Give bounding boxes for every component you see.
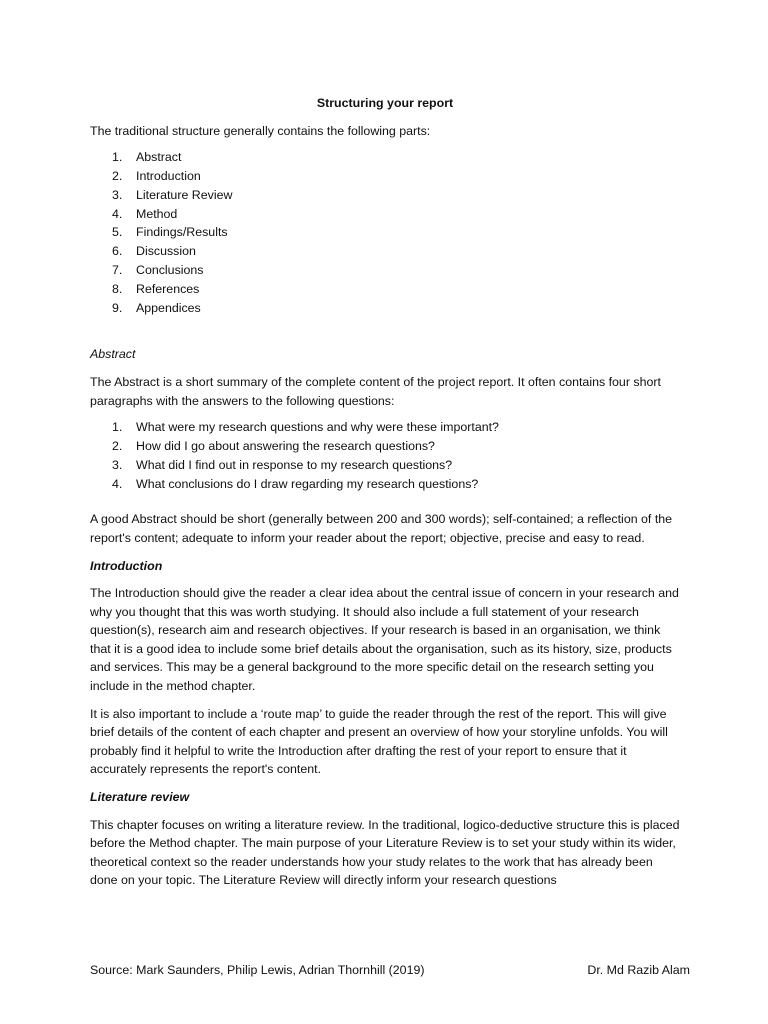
list-item-text: Discussion (136, 244, 196, 259)
list-item-number: 8. (112, 281, 123, 296)
list-item (90, 186, 680, 205)
list-item (90, 418, 680, 437)
list-item-text: Findings/Results (136, 225, 228, 240)
intro-text: The traditional structure generally contains the following parts: (90, 123, 431, 138)
list-item (90, 456, 680, 475)
list-item-number: 5. (112, 225, 123, 240)
page-title: Structuring your report (316, 96, 454, 110)
list-item (90, 475, 680, 494)
abstract-paragraph-2: A good Abstract should be short (generally between 200 and 300 words); self-contained; a reflection of the report's content; adequate to inform your reader about the report; objective, precise and easy to read. (90, 512, 673, 545)
page-footer (90, 961, 690, 980)
list-item (90, 205, 680, 224)
list-item-number: 3. (112, 457, 123, 472)
list-item-text: How did I go about answering the research questions? (136, 438, 435, 453)
list-item-number: 4. (112, 476, 123, 491)
list-item-number: 6. (112, 244, 123, 259)
list-item-number: 4. (112, 206, 123, 221)
list-item (90, 148, 680, 167)
list-item-number: 9. (112, 300, 123, 315)
parts-list (90, 148, 680, 317)
list-item-text: What were my research questions and why were these important? (136, 420, 499, 435)
literature-heading: Literature review (90, 790, 190, 805)
list-item-text: Method (136, 206, 178, 221)
list-item-number: 2. (112, 168, 123, 183)
abstract-paragraph-1: The Abstract is a short summary of the complete content of the project report. It often contains four short paragraphs with the answers to the following questions: (90, 374, 661, 408)
introduction-heading: Introduction (90, 558, 163, 573)
list-item-text: What did I find out in response to my research questions? (136, 457, 453, 472)
list-item-text: References (136, 281, 200, 296)
abstract-heading: Abstract (90, 347, 136, 362)
list-item-text: Introduction (136, 168, 201, 183)
list-item (90, 437, 680, 456)
list-item-number: 1. (112, 420, 123, 435)
list-item-number: 3. (112, 187, 123, 202)
list-item-number: 2. (112, 438, 123, 453)
footer-source: Source: Mark Saunders, Philip Lewis, Adrian Thornhill (2019) (90, 963, 425, 977)
list-item-text: Conclusions (136, 262, 204, 277)
list-item-text: Literature Review (136, 187, 233, 202)
list-item (90, 167, 680, 186)
list-item-number: 7. (112, 262, 123, 277)
abstract-questions-list (90, 418, 680, 493)
document-page (90, 94, 680, 890)
introduction-paragraph-2: It is also important to include a ‘route map’ to guide the reader through the rest of the report. This will give brief details of the content of each chapter and present an overview of how your storyline unfolds. You will probably find it helpful to write the Introduction after drafting the rest of your report to ensure that it accurately represents the report's content. (90, 706, 668, 777)
list-item-text: What conclusions do I draw regarding my research questions? (136, 476, 479, 491)
footer-author: Dr. Md Razib Alam (587, 963, 690, 977)
list-item-text: Abstract (136, 150, 182, 165)
list-item-text: Appendices (136, 300, 201, 315)
list-item (90, 261, 680, 280)
list-item (90, 223, 680, 242)
list-item (90, 242, 680, 261)
list-item-number: 1. (112, 150, 123, 165)
list-item (90, 280, 680, 299)
introduction-paragraph-1: The Introduction should give the reader a clear idea about the central issue of concern in your research and why you thought that this was worth studying. It should also include a full statement of your research question(s), research aim and research objectives. If your research is based in an organisation, we think that it is a good idea to include some brief details about the organisation, such as its history, size, products and services. This may be a general background to the more specific detail on the research setting you include in the method chapter. (90, 586, 679, 694)
list-item (90, 299, 680, 318)
literature-paragraph-1: This chapter focuses on writing a literature review. In the traditional, logico-deductive structure this is placed before the Method chapter. The main purpose of your Literature Review is to set your study within its wider, theoretical context so the reader understands how your study relates to the work that has already been done on your topic. The Literature Review will directly inform your research questions (90, 817, 680, 888)
